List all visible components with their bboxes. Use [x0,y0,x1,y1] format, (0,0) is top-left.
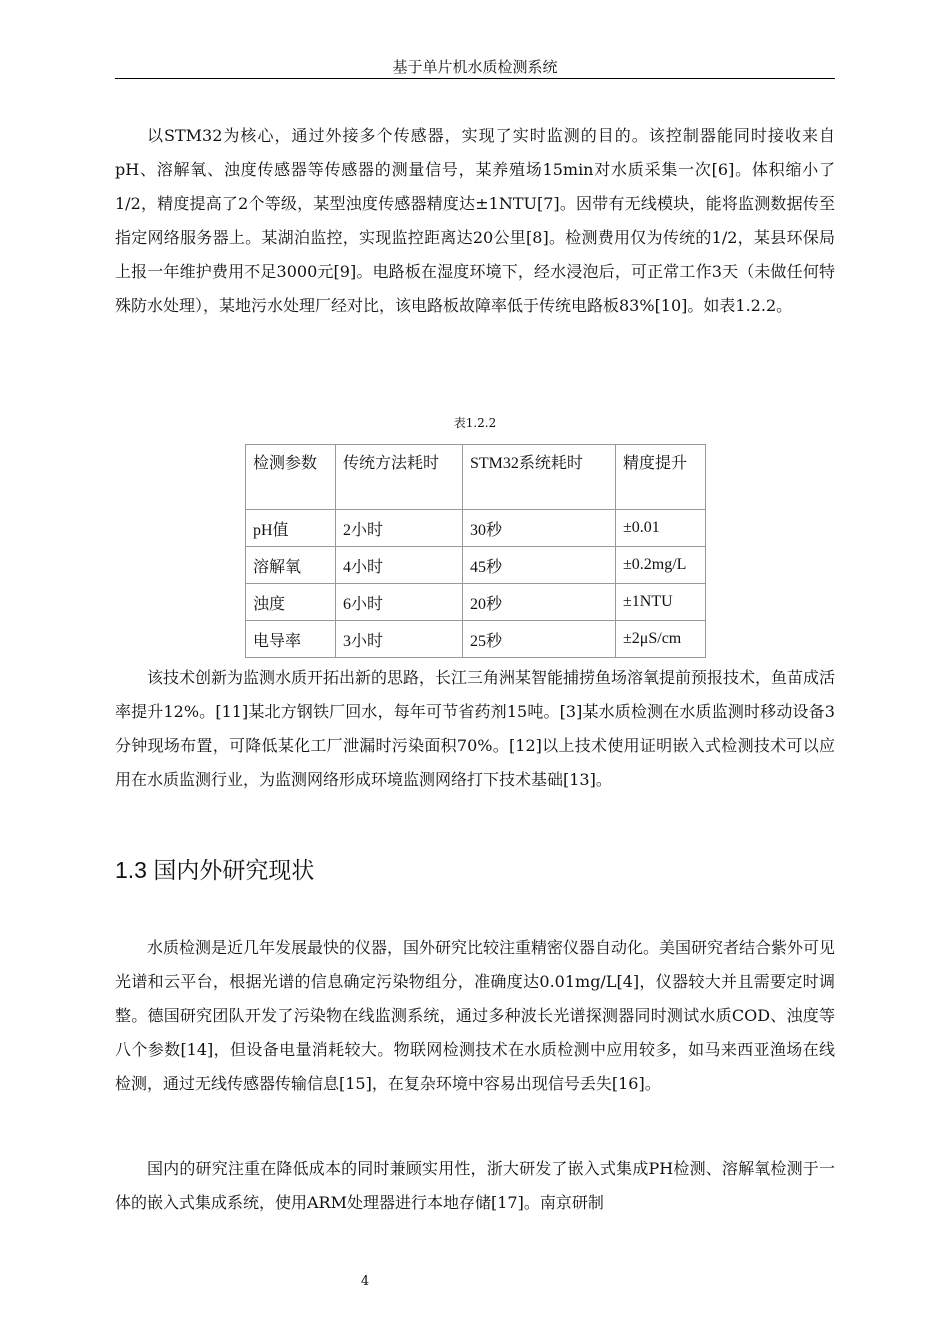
table-cell: 30秒 [463,510,616,547]
table-cell: 20秒 [463,584,616,621]
table-cell: 4小时 [336,547,463,584]
table-cell: ±0.2mg/L [616,547,706,584]
table-header-cell: 传统方法耗时 [336,445,463,510]
header-divider [115,78,835,79]
table-header-row [246,445,706,510]
running-header: 基于单片机水质检测系统 [392,58,558,76]
table-header-cell: 精度提升 [616,445,706,510]
paragraph-stm32-intro: 以STM32为核心，通过外接多个传感器，实现了实时监测的目的。该控制器能同时接收来自pH、溶解氧、浊度传感器等传感器的测量信号，某养殖场15min对水质采集一次[6]。体积缩小了1/2，精度提高了2个等级，某型浊度传感器精度达±1NTU[7]。因带有无线模块，能将监测数据传至指定网络服务器上。某湖泊监控，实现监控距离达20公里[8]。检测费用仅为传统的1/2，某县环保局上报一年维护费用不足3000元[9]。电路板在湿度环境下，经水浸泡后，可正常工作3天（未做任何特殊防水处理），某地污水处理厂经对比，该电路板故障率低于传统电路板83%[10]。如表1.2.2。 [115,126,835,315]
table-caption: 表1.2.2 [453,416,497,430]
paragraph-foreign-research: 水质检测是近几年发展最快的仪器，国外研究比较注重精密仪器自动化。美国研究者结合紫外可见光谱和云平台，根据光谱的信息确定污染物组分，准确度达0.01mg/L[4]，仪器较大并且需要定时调整。德国研究团队开发了污染物在线监测系统，通过多种波长光谱探测器同时测试水质COD、浊度等八个参数[14]，但设备电量消耗较大。物联网检测技术在水质检测中应用较多，如马来西亚渔场在线检测，通过无线传感器传输信息[15]，在复杂环境中容易出现信号丢失[16]。 [115,938,836,1093]
page-number: 4 [360,1274,370,1289]
table-cell: 电导率 [246,621,336,658]
table-row [246,621,706,658]
table-cell: ±0.01 [616,510,706,547]
table-cell: 25秒 [463,621,616,658]
table-row [246,510,706,547]
paragraph-domestic-research: 国内的研究注重在降低成本的同时兼顾实用性，浙大研发了嵌入式集成PH检测、溶解氧检测于一体的嵌入式集成系统，使用ARM处理器进行本地存储[17]。南京研制 [115,1159,835,1212]
table-cell: ±2μS/cm [616,621,706,658]
table-cell: ±1NTU [616,584,706,621]
table-row [246,584,706,621]
table-header-cell: 检测参数 [246,445,336,510]
section-heading: 1.3 国内外研究现状 [115,857,315,883]
table-row [246,547,706,584]
table-cell: pH值 [246,510,336,547]
table-cell: 溶解氧 [246,547,336,584]
table-cell: 6小时 [336,584,463,621]
table-cell: 3小时 [336,621,463,658]
table-cell: 浊度 [246,584,336,621]
table-cell: 45秒 [463,547,616,584]
paragraph-innovation: 该技术创新为监测水质开拓出新的思路，长江三角洲某智能捕捞鱼场溶氧提前预报技术，鱼苗成活率提升12%。[11]某北方钢铁厂回水，每年可节省药剂15吨。[3]某水质检测在水质监测时移动设备3分钟现场布置，可降低某化工厂泄漏时污染面积70%。[12]以上技术使用证明嵌入式检测技术可以应用在水质监测行业，为监测网络形成环境监测网络打下技术基础[13]。 [115,668,836,789]
table-header-cell: STM32系统耗时 [463,445,616,510]
comparison-table [245,444,706,658]
table-cell: 2小时 [336,510,463,547]
